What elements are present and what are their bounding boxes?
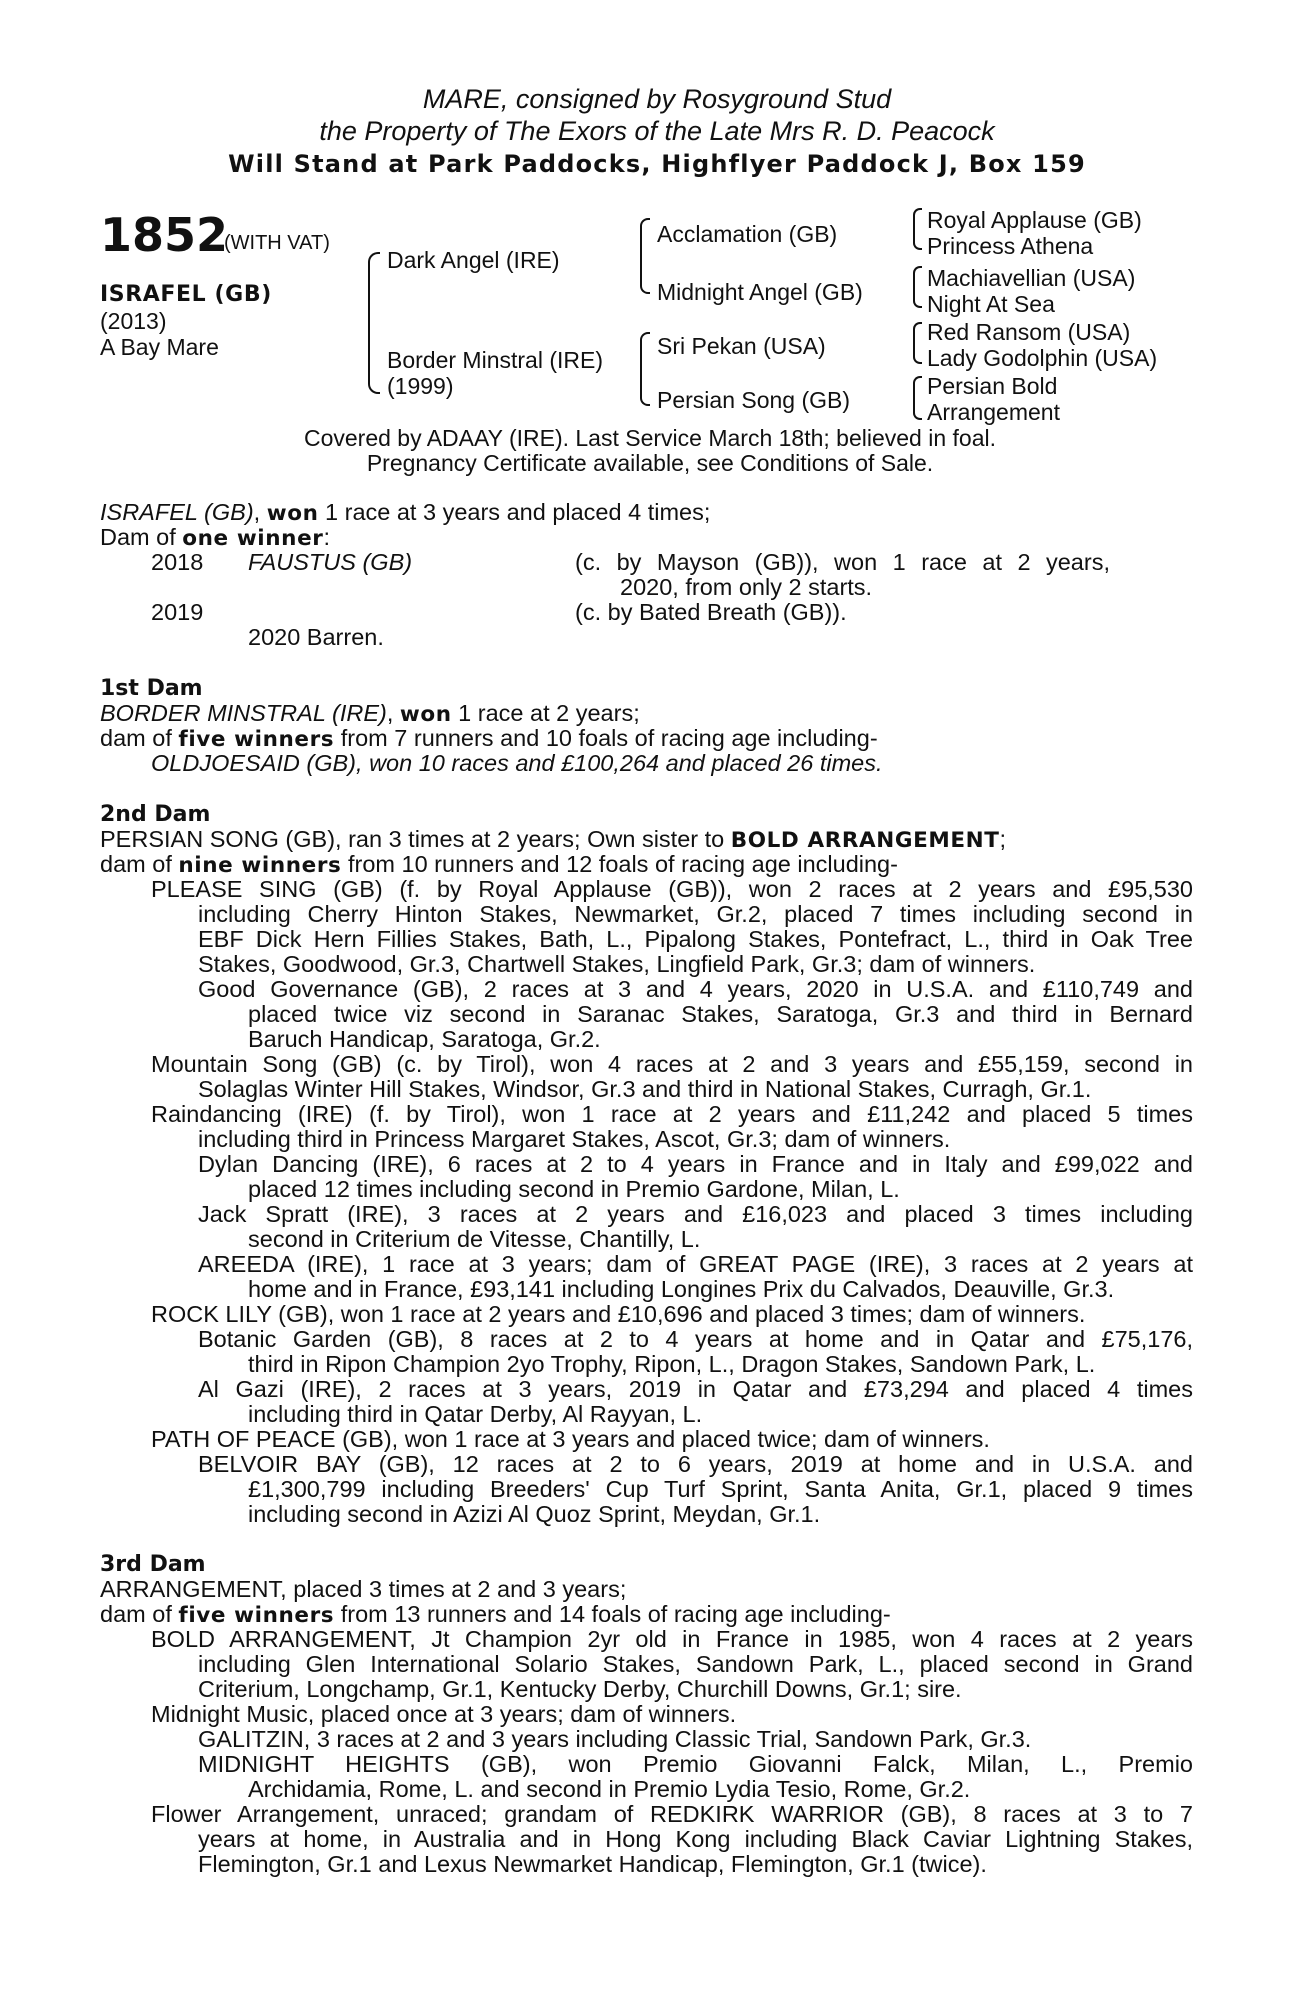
mare-race-record: ISRAFEL (GB), won 1 race at 3 years and placed 4 times; [100,499,711,526]
stand-location: Will Stand at Park Paddocks, Highflyer Paddock J, Box 159 [228,150,1086,178]
ss-brace [913,208,922,250]
dam3-produce-summary: dam of five winners from 13 runners and 14 foals of racing age including- [100,1601,891,1628]
produce-note: 2020, from only 2 starts. [620,574,873,600]
horse-description: A Bay Mare [100,334,219,360]
sire-name: Dark Angel (IRE) [387,247,560,273]
dam-sire-name: Sri Pekan (USA) [657,333,826,359]
dam-dam-name: Persian Song (GB) [657,387,851,413]
entry-line: Stakes, Goodwood, Gr.3, Chartwell Stakes, Lingfield Park, Gr.3; dam of winners. [198,951,1036,977]
sire-dam-name: Midnight Angel (GB) [657,279,863,305]
horse-name: ISRAFEL (GB) [100,282,272,307]
ggp-2: Princess Athena [927,233,1094,259]
ggp-7: Persian Bold [927,373,1058,399]
entry-line: PATH OF PEACE (GB), won 1 race at 3 years and placed twice; dam of winners. [151,1426,990,1452]
entry-line: Flemington, Gr.1 and Lexus Newmarket Handicap, Flemington, Gr.1 (twice). [198,1851,987,1877]
entry-line: Solaglas Winter Hill Stakes, Windsor, Gr.3 and third in National Stakes, Curragh, Gr.1. [198,1076,1092,1102]
dam1-winner-entry: OLDJOESAID (GB), won 10 races and £100,264 and placed 26 times. [151,750,883,776]
property-line: the Property of The Exors of the Late Mrs R. D. Peacock [319,116,995,146]
dam-year: (1999) [387,373,454,399]
dam1-produce-summary: dam of five winners from 7 runners and 10 foals of racing age including- [100,725,878,752]
entry-line: EBF Dick Hern Fillies Stakes, Bath, L., Pipalong Stakes, Pontefract, L., third in Oak Tree [198,926,1193,952]
section-title-3rd-dam: 3rd Dam [100,1552,206,1577]
dd-brace [913,376,922,420]
entry-line: third in Ripon Champion 2yo Trophy, Ripon, L., Dragon Stakes, Sandown Park, L. [248,1351,1096,1377]
ggp-5: Red Ransom (USA) [927,319,1131,345]
entry-line: placed twice viz second in Saranac Stakes, Saratoga, Gr.3 and third in Bernard [248,1001,1193,1027]
ggp-4: Night At Sea [927,291,1055,317]
entry-line: Midnight Music, placed once at 3 years; dam of winners. [151,1701,737,1727]
entry-line: AREEDA (IRE), 1 race at 3 years; dam of GREAT PAGE (IRE), 3 races at 2 years at [198,1251,1193,1277]
entry-line: including third in Princess Margaret Stakes, Ascot, Gr.3; dam of winners. [198,1126,951,1152]
certificate-line: Pregnancy Certificate available, see Conditions of Sale. [366,450,934,476]
foaling-year: (2013) [100,308,167,334]
entry-line: Baruch Handicap, Saratoga, Gr.2. [248,1026,601,1052]
entry-line: £1,300,799 including Breeders' Cup Turf Sprint, Santa Anita, Gr.1, placed 9 times [248,1476,1193,1502]
entry-line: Criterium, Longchamp, Gr.1, Kentucky Derby, Churchill Downs, Gr.1; sire. [198,1676,962,1702]
entry-line: BELVOIR BAY (GB), 12 races at 2 to 6 years, 2019 at home and in U.S.A. and [198,1451,1193,1477]
dam3-race-record: ARRANGEMENT, placed 3 times at 2 and 3 years; [100,1576,627,1602]
pedigree-main-brace [368,252,380,394]
dam-name: Border Minstral (IRE) [387,347,603,373]
ggp-3: Machiavellian (USA) [927,265,1136,291]
dam2-race-record: PERSIAN SONG (GB), ran 3 times at 2 years; Own sister to BOLD ARRANGEMENT; [100,826,1007,853]
entry-line: PLEASE SING (GB) (f. by Royal Applause (GB)), won 2 races at 2 years and £95,530 [151,876,1193,902]
ggp-1: Royal Applause (GB) [927,207,1142,233]
entry-line: years at home, in Australia and in Hong Kong including Black Caviar Lightning Stakes, [198,1826,1193,1852]
entry-line: Archidamia, Rome, L. and second in Premio Lydia Tesio, Rome, Gr.2. [248,1776,971,1802]
ggp-6: Lady Godolphin (USA) [927,345,1158,371]
sd-brace [913,266,922,308]
entry-line: ROCK LILY (GB), won 1 race at 2 years and £10,696 and placed 3 times; dam of winners. [151,1301,1086,1327]
ds-brace [913,322,922,364]
entry-line: Good Governance (GB), 2 races at 3 and 4 years, 2020 in U.S.A. and £110,749 and [198,976,1193,1002]
sire-brace [640,218,650,294]
entry-line: Mountain Song (GB) (c. by Tirol), won 4 races at 2 and 3 years and £55,159, second in [151,1051,1193,1077]
entry-line: MIDNIGHT HEIGHTS (GB), won Premio Giovanni Falck, Milan, L., Premio [198,1751,1193,1777]
produce-year: 2018 [151,549,204,575]
entry-line: including Cherry Hinton Stakes, Newmarket, Gr.2, placed 7 times including second in [198,901,1193,927]
entry-line: Al Gazi (IRE), 2 races at 3 years, 2019 in Qatar and £73,294 and placed 4 times [198,1376,1193,1402]
vat-note: (WITH VAT) [224,232,330,254]
consignor-line: MARE, consigned by Rosyground Stud [422,84,892,114]
dam2-produce-summary: dam of nine winners from 10 runners and 12 foals of racing age including- [100,851,898,878]
ggp-8: Arrangement [927,399,1060,425]
produce-barren: 2020 Barren. [248,624,384,650]
entry-line: BOLD ARRANGEMENT, Jt Champion 2yr old in France in 1985, won 4 races at 2 years [151,1626,1193,1652]
lot-number: 1852 [100,208,229,262]
entry-line: home and in France, £93,141 including Longines Prix du Calvados, Deauville, Gr.3. [248,1276,1115,1302]
entry-line: Dylan Dancing (IRE), 6 races at 2 to 4 years in France and in Italy and £99,022 and [198,1151,1193,1177]
entry-line: GALITZIN, 3 races at 2 and 3 years including Classic Trial, Sandown Park, Gr.3. [198,1726,1032,1752]
dam-brace [640,332,650,406]
section-title-2nd-dam: 2nd Dam [100,802,211,827]
produce-year: 2019 [151,599,204,625]
entry-line: second in Criterium de Vitesse, Chantilly, L. [248,1226,701,1252]
entry-line: placed 12 times including second in Premio Gardone, Milan, L. [248,1176,900,1202]
entry-line: Flower Arrangement, unraced; grandam of REDKIRK WARRIOR (GB), 8 races at 3 to 7 [151,1801,1193,1827]
mare-produce-summary: Dam of one winner: [100,524,330,551]
sire-sire-name: Acclamation (GB) [657,221,838,247]
section-title-1st-dam: 1st Dam [100,676,203,701]
produce-note: (c. by Bated Breath (GB)). [575,599,847,625]
produce-name: FAUSTUS (GB) [248,549,413,575]
entry-line: including third in Qatar Derby, Al Rayyan, L. [248,1401,703,1427]
entry-line: Raindancing (IRE) (f. by Tirol), won 1 race at 2 years and £11,242 and placed 5 times [151,1101,1193,1127]
covered-line: Covered by ADAAY (IRE). Last Service March 18th; believed in foal. [303,425,997,451]
entry-line: including second in Azizi Al Quoz Sprint, Meydan, Gr.1. [248,1501,821,1527]
produce-note: (c. by Mayson (GB)), won 1 race at 2 years, [575,549,1110,575]
entry-line: Jack Spratt (IRE), 3 races at 2 years and £16,023 and placed 3 times including [198,1201,1193,1227]
entry-line: including Glen International Solario Stakes, Sandown Park, L., placed second in Grand [198,1651,1193,1677]
dam1-race-record: BORDER MINSTRAL (IRE), won 1 race at 2 years; [100,700,640,727]
entry-line: Botanic Garden (GB), 8 races at 2 to 4 years at home and in Qatar and £75,176, [198,1326,1193,1352]
